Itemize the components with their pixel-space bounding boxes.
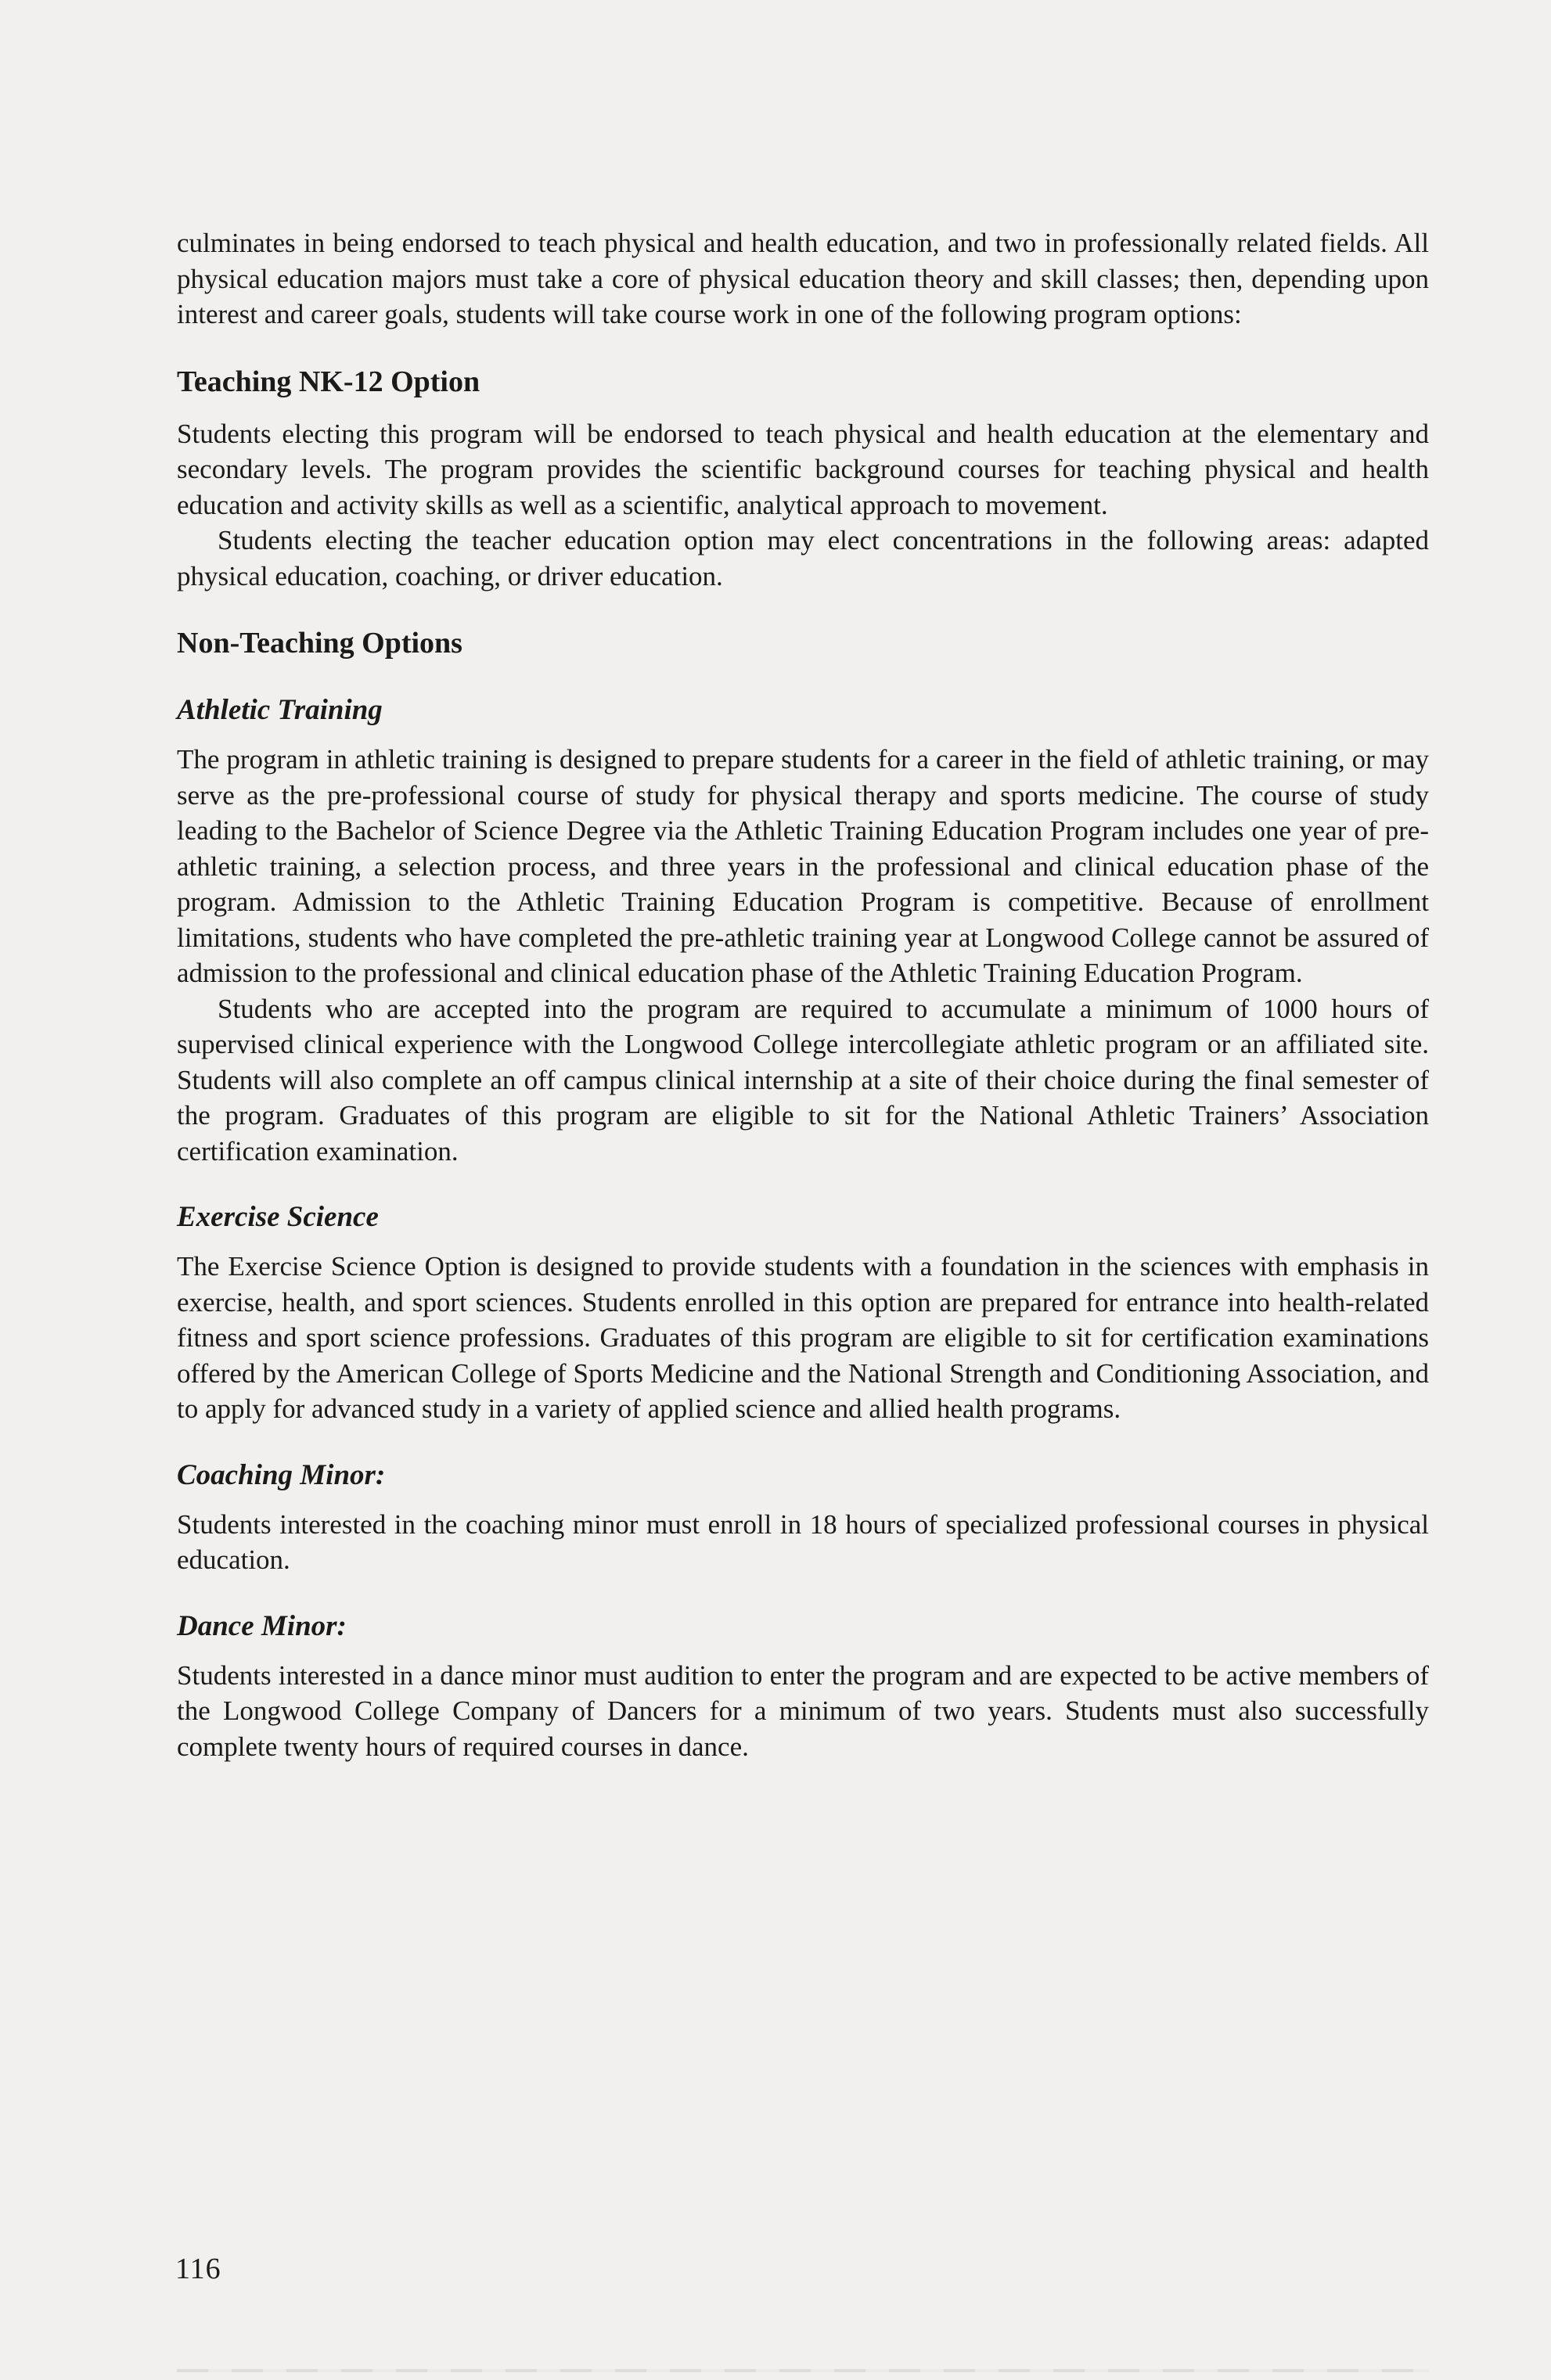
page-content bbox=[177, 225, 1429, 1764]
non-teaching-options-heading: Non-Teaching Options bbox=[177, 627, 462, 660]
coaching-minor-paragraph: Students interested in the coaching minor must enroll in 18 hours of specialized professional courses in physical education. bbox=[177, 1508, 1429, 1575]
intro-paragraph: culminates in being endorsed to teach physical and health education, and two in professionally related fields. All physical education majors must take a core of physical education theory and skill classes; then, depending upon interest and career goals, students will take course work in one of the following program options: bbox=[177, 228, 1429, 329]
teaching-option-heading: Teaching NK-12 Option bbox=[177, 365, 480, 398]
athletic-training-paragraph-1: The program in athletic training is designed to prepare students for a career in the field of athletic training, or may serve as the pre-professional course of study for physical therapy and sports medicine. The course of study leading to the Bachelor of Science Degree via the Athletic Training Education Program includes one year of pre-athletic training, a selection process, and three years in the professional and clinical education phase of the program. Admission to the Athletic Training Education Program is competitive. Because of enrollment limitations, students who have completed the pre-athletic training year at Longwood College cannot be assured of admission to the professional and clinical education phase of the Athletic Training Education Program. bbox=[177, 744, 1429, 988]
exercise-science-paragraph: The Exercise Science Option is designed to provide students with a foundation in the sciences with emphasis in exercise, health, and sport sciences. Students enrolled in this option are prepared for entrance into health-related fitness and sport science professions. Graduates of this program are eligible to sit for certification examinations offered by the American College of Sports Medicine and the National Strength and Conditioning Association, and to apply for advanced study in a variety of applied science and allied health programs. bbox=[177, 1251, 1429, 1424]
athletic-training-heading: Athletic Training bbox=[177, 694, 383, 726]
dance-minor-heading: Dance Minor: bbox=[177, 1609, 347, 1642]
bottom-edge-rule bbox=[177, 2369, 1429, 2372]
coaching-minor-heading: Coaching Minor: bbox=[177, 1458, 386, 1491]
teaching-option-paragraph-2: Students electing the teacher education option may elect concentrations in the following areas: adapted physical education, coaching, or driver education. bbox=[177, 525, 1429, 591]
teaching-option-paragraph-1: Students electing this program will be endorsed to teach physical and health education at the elementary and secondary levels. The program provides the scientific background courses for teaching physical and health education and activity skills as well as a scientific, analytical approach to movement. bbox=[177, 418, 1429, 520]
exercise-science-heading: Exercise Science bbox=[177, 1201, 379, 1233]
athletic-training-paragraph-2: Students who are accepted into the program are required to accumulate a minimum of 1000 hours of supervised clinical experience with the Longwood College intercollegiate athletic program or an affiliated site. Students will also complete an off campus clinical internship at a site of their choice during the final semester of the program. Graduates of this program are eligible to sit for the National Athletic Trainers’ Association certification examination. bbox=[177, 993, 1429, 1167]
dance-minor-paragraph: Students interested in a dance minor must audition to enter the program and are expected to be active members of the Longwood College Company of Dancers for a minimum of two years. Students must also successfully complete twenty hours of required courses in dance. bbox=[177, 1659, 1429, 1762]
page-number: 116 bbox=[175, 2252, 221, 2285]
